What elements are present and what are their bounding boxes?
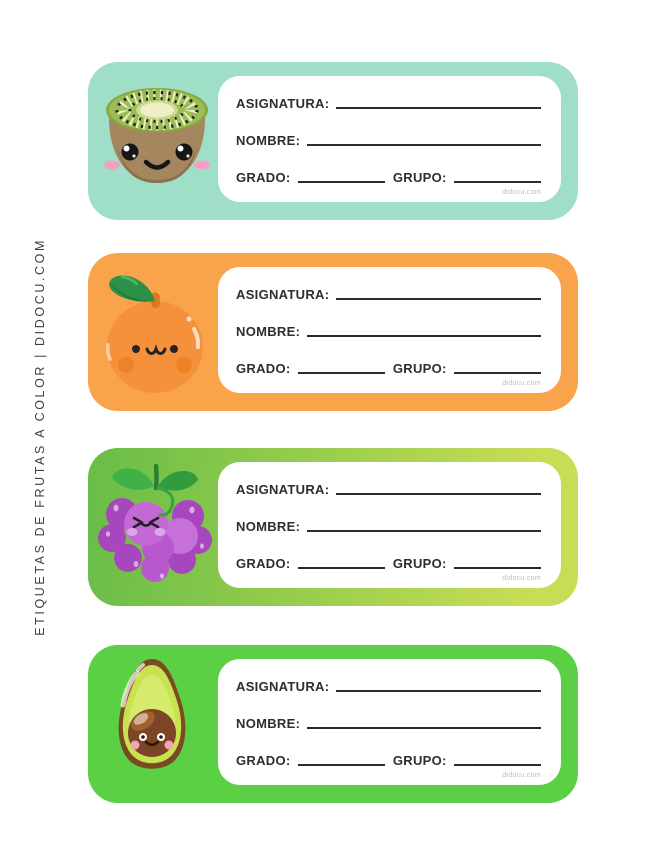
sidebar-caption: ETIQUETAS DE FRUTAS A COLOR | DIDOCU.COM [33, 238, 47, 636]
nombre-blank-line [307, 335, 541, 337]
watermark-text: didocu.com [502, 575, 541, 582]
label-panel [218, 76, 561, 202]
grado-grupo-row [236, 533, 541, 570]
watermark-text: didocu.com [502, 380, 541, 387]
field-label-asignatura: ASIGNATURA: [236, 96, 330, 111]
asignatura-blank-line [336, 493, 541, 495]
label-card-grapes [88, 448, 578, 606]
asignatura-blank-line [336, 107, 541, 109]
field-label-grupo: GRUPO: [392, 361, 447, 376]
grado-blank-line [298, 567, 385, 569]
watermark-text: didocu.com [502, 189, 541, 196]
asignatura-row [236, 267, 541, 301]
grupo-blank-line [454, 372, 541, 374]
grupo-blank-line [454, 567, 541, 569]
asignatura-row [236, 76, 541, 110]
label-panel [218, 659, 561, 785]
field-label-nombre: NOMBRE: [236, 716, 301, 731]
grado-blank-line [298, 372, 385, 374]
grupo-blank-line [454, 764, 541, 766]
nombre-blank-line [307, 727, 541, 729]
grado-grupo-row [236, 338, 541, 375]
field-label-grado: GRADO: [236, 170, 291, 185]
label-panel [218, 462, 561, 588]
asignatura-row [236, 659, 541, 693]
grado-grupo-row [236, 147, 541, 184]
field-label-grupo: GRUPO: [392, 753, 447, 768]
grapes-illustration [92, 452, 222, 602]
asignatura-row [236, 462, 541, 496]
grado-blank-line [298, 181, 385, 183]
field-label-grado: GRADO: [236, 361, 291, 376]
asignatura-blank-line [336, 690, 541, 692]
grado-grupo-row [236, 730, 541, 767]
nombre-blank-line [307, 144, 541, 146]
label-card-avocado [88, 645, 578, 803]
label-card-kiwi [88, 62, 578, 220]
field-label-grupo: GRUPO: [392, 170, 447, 185]
field-label-asignatura: ASIGNATURA: [236, 482, 330, 497]
avocado-illustration [92, 649, 222, 799]
field-label-grupo: GRUPO: [392, 556, 447, 571]
label-panel [218, 267, 561, 393]
kiwi-illustration [92, 66, 222, 216]
asignatura-blank-line [336, 298, 541, 300]
field-label-grado: GRADO: [236, 556, 291, 571]
grado-blank-line [298, 764, 385, 766]
grupo-blank-line [454, 181, 541, 183]
nombre-row [236, 301, 541, 338]
label-card-orange [88, 253, 578, 411]
watermark-text: didocu.com [502, 772, 541, 779]
nombre-row [236, 496, 541, 533]
nombre-row [236, 110, 541, 147]
field-label-grado: GRADO: [236, 753, 291, 768]
orange-illustration [92, 257, 222, 407]
nombre-row [236, 693, 541, 730]
field-label-nombre: NOMBRE: [236, 133, 301, 148]
nombre-blank-line [307, 530, 541, 532]
field-label-asignatura: ASIGNATURA: [236, 287, 330, 302]
field-label-nombre: NOMBRE: [236, 519, 301, 534]
field-label-nombre: NOMBRE: [236, 324, 301, 339]
field-label-asignatura: ASIGNATURA: [236, 679, 330, 694]
